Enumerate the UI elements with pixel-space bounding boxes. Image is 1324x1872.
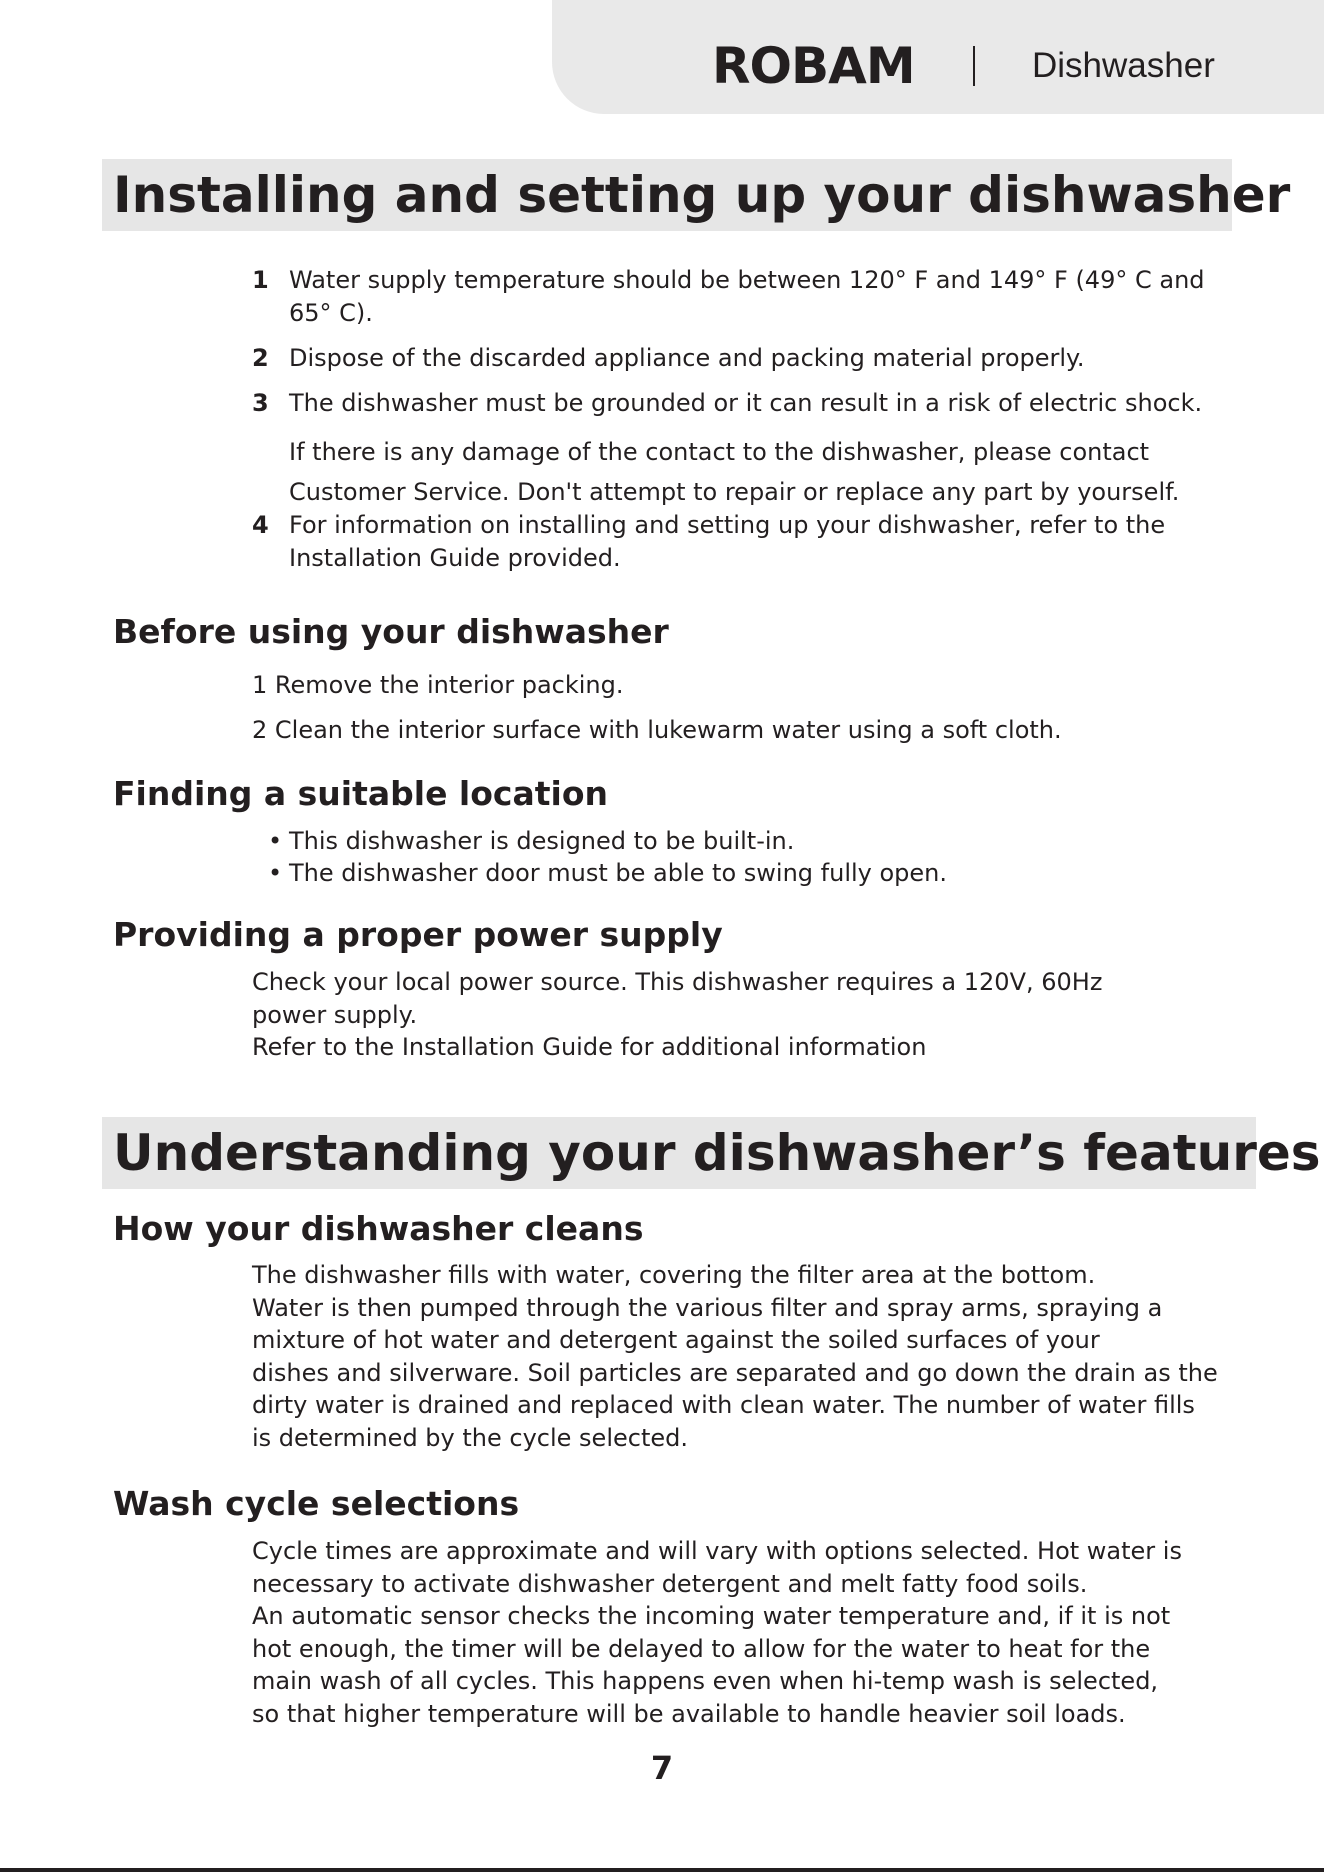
text-line: The dishwasher fills with water, covering the filter area at the bottom. (252, 1261, 1096, 1289)
text-line: hot enough, the timer will be delayed to allow for the water to heat for the (252, 1634, 1151, 1663)
power-text (252, 966, 1232, 1064)
item-number: 1 (252, 266, 269, 294)
installing-title: Installing and setting up your dishwasher (113, 166, 1291, 224)
product-label: Dishwasher (1032, 46, 1215, 85)
text-line: mixture of hot water and detergent against the soiled surfaces of your (252, 1326, 1100, 1354)
install-item-2 (252, 342, 1212, 375)
text-line: main wash of all cycles. This happens even when hi-temp wash is selected, (252, 1667, 1159, 1695)
text-line: dirty water is drained and replaced with clean water. The number of water fills (252, 1391, 1195, 1419)
cleans-title: How your dishwasher cleans (113, 1209, 644, 1248)
location-bullet (252, 825, 1212, 858)
bullet-dot: • (268, 827, 283, 855)
text-line: Refer to the Installation Guide for additional information (252, 1033, 927, 1061)
features-title: Understanding your dishwasher’s features (113, 1124, 1321, 1182)
footer-rule (0, 1868, 1324, 1872)
install-item-1 (252, 264, 1212, 329)
header-divider (973, 46, 975, 86)
install-item-3-continued (252, 432, 1212, 512)
text-line: is determined by the cycle selected. (252, 1423, 688, 1452)
text-line: Water is then pumped through the various filter and spray arms, spraying a (252, 1293, 1163, 1322)
cleans-text (252, 1259, 1232, 1454)
brand-logo: ROBAM (712, 37, 915, 95)
install-item-3 (252, 387, 1212, 420)
step-line: 1 Remove the interior packing. (252, 671, 624, 699)
item-line: Customer Service. Don't attempt to repair or replace any part by yourself. (289, 478, 1180, 506)
bullet-text: This dishwasher is designed to be built-in. (289, 827, 795, 855)
wash-cycle-title: Wash cycle selections (113, 1484, 520, 1523)
text-line: Check your local power source. This dishwasher requires a 120V, 60Hz (252, 968, 1103, 996)
bullet-dot: • (268, 859, 283, 887)
location-bullet (252, 857, 1212, 890)
text-line: An automatic sensor checks the incoming water temperature and, if it is not (252, 1602, 1171, 1630)
before-using-steps (252, 663, 1232, 753)
page-number: 7 (650, 1749, 674, 1787)
item-line: Water supply temperature should be between 120° F and 149° F (49° C and (289, 266, 1205, 294)
wash-cycle-text (252, 1535, 1232, 1730)
item-number: 4 (252, 511, 269, 539)
before-using-title: Before using your dishwasher (113, 612, 669, 651)
text-line: necessary to activate dishwasher detergent and melt fatty food soils. (252, 1569, 1088, 1598)
location-title: Finding a suitable location (113, 774, 608, 813)
text-line: power supply. (252, 1000, 418, 1029)
item-line: The dishwasher must be grounded or it can result in a risk of electric shock. (289, 389, 1203, 417)
item-line: Dispose of the discarded appliance and packing material properly. (289, 344, 1085, 372)
item-line: Installation Guide provided. (289, 543, 621, 572)
text-line: Cycle times are approximate and will vary with options selected. Hot water is (252, 1537, 1182, 1565)
item-number: 3 (252, 389, 269, 417)
step-line: 2 Clean the interior surface with lukewarm water using a soft cloth. (252, 716, 1062, 744)
item-line: If there is any damage of the contact to the dishwasher, please contact (289, 438, 1150, 466)
install-item-4 (252, 509, 1212, 574)
power-title: Providing a proper power supply (113, 915, 723, 954)
item-line: For information on installing and setting up your dishwasher, refer to the (289, 511, 1166, 539)
text-line: dishes and silverware. Soil particles are separated and go down the drain as the (252, 1358, 1218, 1387)
text-line: so that higher temperature will be available to handle heavier soil loads. (252, 1699, 1126, 1728)
item-number: 2 (252, 344, 269, 372)
bullet-text: The dishwasher door must be able to swing fully open. (289, 859, 948, 887)
item-line: 65° C). (289, 298, 373, 327)
